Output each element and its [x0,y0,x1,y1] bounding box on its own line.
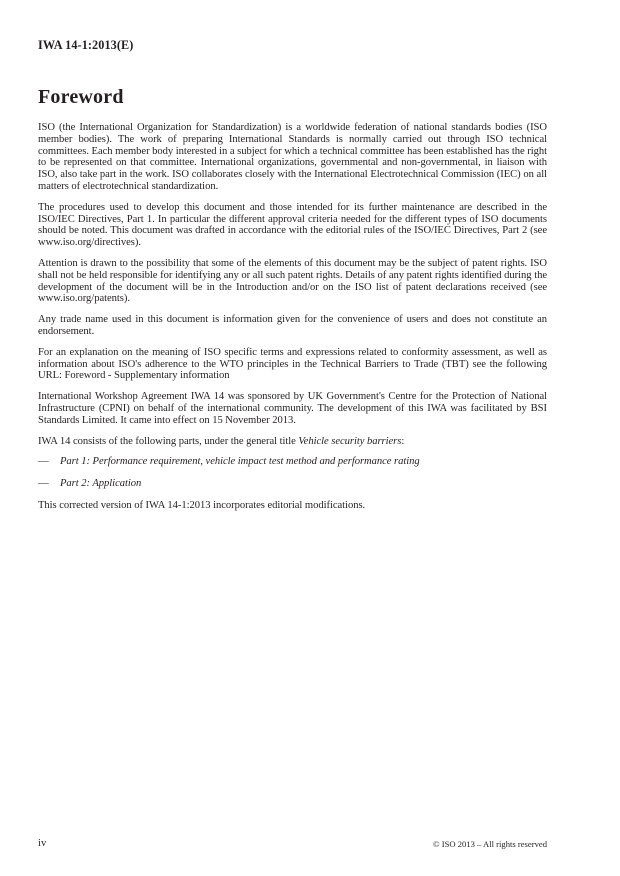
parts-intro-colon: : [401,435,405,447]
page-number: iv [38,838,47,849]
copyright-notice: © ISO 2013 – All rights reserved [433,839,547,849]
paragraph-patents: Attention is drawn to the possibility that some of the elements of this document may be the subject of patent rights. ISO shall not be held responsible for identifying any or all such patent rights. Details of any patent rights identified during the development of the document will be in the Introduction and/or on the ISO list of patent declarations received (see www.iso.org/patents). [38,257,547,305]
part-1-title: Part 1: Performance requirement, vehicle impact test method and performance rating [60,456,420,468]
dash-bullet: — [38,478,49,490]
paragraph-conformity: For an explanation on the meaning of ISO specific terms and expressions related to conformity assessment, as well as information about ISO's adherence to the WTO principles in the Technical Barriers to Trade (TBT) see the following URL: Foreword - Supplementary information [38,346,547,382]
paragraph-parts-intro [38,436,547,448]
paragraph-trade-name: Any trade name used in this document is information given for the convenience of users and does not constitute an endorsement. [38,314,547,337]
dash-bullet: — [38,456,49,468]
list-item [38,478,547,490]
list-item [38,456,547,468]
parts-intro-text: IWA 14 consists of the following parts, under the general title [38,435,299,447]
paragraph-iso-intro: ISO (the International Organization for Standardization) is a worldwide federation of national standards bodies (ISO member bodies). The work of preparing International Standards is normally carried out through ISO technical committees. Each member body interested in a subject for which a technical committee has been established has the right to be represented on that committee. International organizations, governmental and non-governmental, in liaison with ISO, also take part in the work. ISO collaborates closely with the International Electrotechnical Commission (IEC) on all matters of electrotechnical standardization. [38,122,547,192]
part-2-title: Part 2: Application [60,478,142,490]
document-identifier: IWA 14-1:2013(E) [38,38,134,52]
foreword-body [38,122,547,521]
paragraph-iwa-sponsor: International Workshop Agreement IWA 14 was sponsored by UK Government's Centre for the Protection of National Infrastructure (CPNI) on behalf of the international community. The development of this IWA was facilitated by BSI Standards Limited. It came into effect on 15 November 2013. [38,391,547,426]
paragraph-corrected-version: This corrected version of IWA 14-1:2013 incorporates editorial modifications. [38,499,366,511]
general-title: Vehicle security barriers [298,435,402,447]
paragraph-procedures: The procedures used to develop this document and those intended for its further maintenance are described in the ISO/IEC Directives, Part 1. In particular the different approval criteria needed for the different types of ISO documents should be noted. This document was drafted in accordance with the editorial rules of the ISO/IEC Directives, Part 2 (see www.iso.org/directives). [38,201,547,249]
document-page [38,0,547,876]
page-title: Foreword [38,86,124,108]
